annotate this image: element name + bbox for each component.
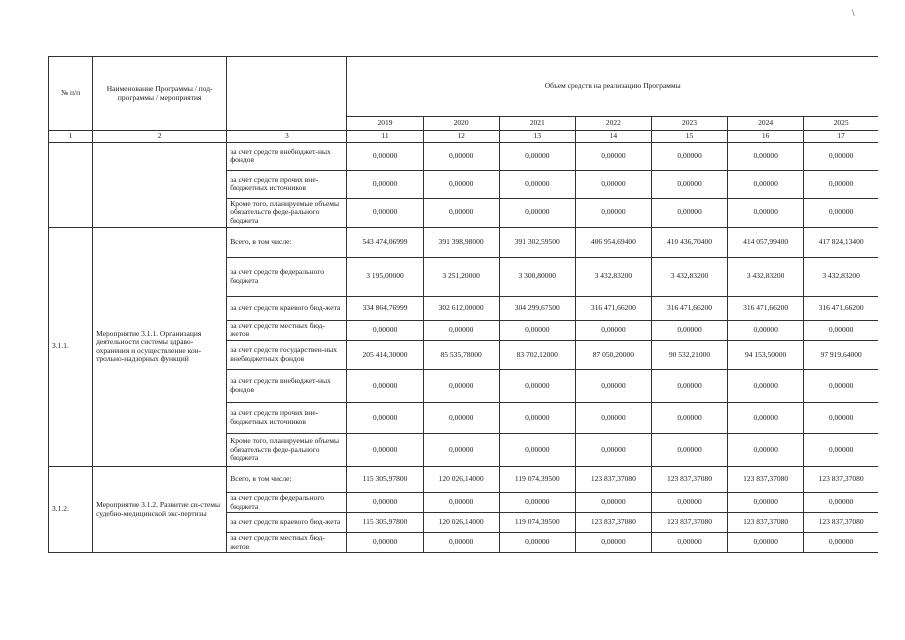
funding-value: 123 837,37080 <box>804 466 878 492</box>
funding-value: 0,00000 <box>804 402 878 433</box>
funding-value: 123 837,37080 <box>804 513 878 533</box>
funding-source: за счет средств местных бюд-жетов <box>227 320 347 340</box>
funding-value: 0,00000 <box>575 369 651 402</box>
funding-source: за счет средств внебюджет-ных фондов <box>227 369 347 402</box>
funding-value: 0,00000 <box>728 198 804 227</box>
funding-value: 0,00000 <box>575 402 651 433</box>
index-cell: 3 <box>227 131 347 143</box>
year-2020: 2020 <box>423 117 499 131</box>
funding-value: 0,00000 <box>728 433 804 466</box>
funding-value: 0,00000 <box>347 320 423 340</box>
funding-value: 123 837,37080 <box>728 513 804 533</box>
funding-value: 417 824,13400 <box>804 227 878 257</box>
funding-value: 0,00000 <box>651 533 727 553</box>
funding-source: Кроме того, планируемые объемы обязательств феде-рального бюджета <box>227 433 347 466</box>
funding-source: за счет средств местных бюд-жетов <box>227 533 347 553</box>
index-cell: 2 <box>93 131 227 143</box>
funding-value: 0,00000 <box>728 533 804 553</box>
funding-value: 0,00000 <box>347 198 423 227</box>
index-cell: 1 <box>49 131 93 143</box>
funding-value: 0,00000 <box>423 369 499 402</box>
funding-value: 304 299,67500 <box>499 296 575 320</box>
funding-value: 0,00000 <box>651 142 727 170</box>
funding-value: 0,00000 <box>651 170 727 198</box>
table-row <box>49 227 879 257</box>
header-num: № п/п <box>49 57 93 131</box>
funding-value: 316 471,66200 <box>804 296 878 320</box>
item-number: 3.1.1. <box>49 227 93 466</box>
year-2025: 2025 <box>804 117 878 131</box>
funding-value: 90 532,21000 <box>651 340 727 369</box>
funding-source: за счет средств краевого бюд-жета <box>227 296 347 320</box>
funding-value: 0,00000 <box>804 198 878 227</box>
item-name: Мероприятие 3.1.1. Организация деятельности системы здраво-охранения и осуществление кон-трольно-надзорных функций <box>93 227 227 466</box>
funding-value: 0,00000 <box>804 320 878 340</box>
funding-value: 0,00000 <box>651 433 727 466</box>
table-row <box>49 466 879 492</box>
funding-source: за счет средств внебюджет-ных фондов <box>227 142 347 170</box>
index-cell: 16 <box>728 131 804 143</box>
funding-value: 97 919,64000 <box>804 340 878 369</box>
index-cell: 15 <box>651 131 727 143</box>
item-number <box>49 142 93 227</box>
funding-source: Всего, в том числе: <box>227 227 347 257</box>
table-body <box>49 57 879 553</box>
funding-value: 0,00000 <box>728 402 804 433</box>
funding-source: Кроме того, планируемые объемы обязательств феде-рального бюджета <box>227 198 347 227</box>
funding-value: 0,00000 <box>651 402 727 433</box>
funding-value: 0,00000 <box>499 170 575 198</box>
funding-value: 0,00000 <box>423 142 499 170</box>
funding-value: 0,00000 <box>575 533 651 553</box>
funding-value: 0,00000 <box>499 533 575 553</box>
funding-value: 0,00000 <box>728 170 804 198</box>
funding-source: за счет средств прочих вне-бюджетных источников <box>227 402 347 433</box>
column-index-row <box>49 131 879 143</box>
index-cell: 11 <box>347 131 423 143</box>
funding-value: 391 398,98000 <box>423 227 499 257</box>
item-number: 3.1.2. <box>49 466 93 553</box>
funding-value: 205 414,30000 <box>347 340 423 369</box>
item-name: Мероприятие 3.1.2. Развитие си-стемы судебно-медицинской экс-пертизы <box>93 466 227 553</box>
funding-value: 0,00000 <box>804 369 878 402</box>
funding-value: 0,00000 <box>499 369 575 402</box>
funding-value: 316 471,66200 <box>728 296 804 320</box>
funding-value: 94 153,50000 <box>728 340 804 369</box>
funding-value: 0,00000 <box>575 142 651 170</box>
funding-value: 0,00000 <box>423 492 499 512</box>
index-cell: 17 <box>804 131 878 143</box>
funding-value: 406 954,69400 <box>575 227 651 257</box>
funding-value: 123 837,37080 <box>651 466 727 492</box>
funding-value: 0,00000 <box>575 492 651 512</box>
funding-value: 3 432,83200 <box>651 257 727 296</box>
funding-value: 123 837,37080 <box>575 466 651 492</box>
funding-value: 0,00000 <box>423 433 499 466</box>
funding-value: 410 436,70400 <box>651 227 727 257</box>
funding-value: 115 305,97800 <box>347 513 423 533</box>
funding-value: 0,00000 <box>804 170 878 198</box>
funding-value: 0,00000 <box>575 433 651 466</box>
funding-value: 3 432,83200 <box>575 257 651 296</box>
funding-value: 0,00000 <box>499 198 575 227</box>
funding-value: 0,00000 <box>651 320 727 340</box>
funding-source: за счет средств государствен-ных внебюджетных фондов <box>227 340 347 369</box>
funding-value: 0,00000 <box>347 142 423 170</box>
funding-value: 0,00000 <box>651 492 727 512</box>
header-source-blank <box>227 57 347 131</box>
year-2023: 2023 <box>651 117 727 131</box>
funding-value: 85 535,78000 <box>423 340 499 369</box>
funding-value: 0,00000 <box>347 402 423 433</box>
funding-value: 3 432,83200 <box>728 257 804 296</box>
funding-value: 3 300,80000 <box>499 257 575 296</box>
funding-value: 0,00000 <box>651 198 727 227</box>
funding-value: 0,00000 <box>804 142 878 170</box>
header-name: Наименование Программы / под-программы / мероприятия <box>93 57 227 131</box>
funding-value: 0,00000 <box>804 533 878 553</box>
funding-value: 0,00000 <box>423 320 499 340</box>
funding-value: 0,00000 <box>575 198 651 227</box>
funding-source: за счет средств прочих вне-бюджетных источников <box>227 170 347 198</box>
index-cell: 14 <box>575 131 651 143</box>
funding-value: 0,00000 <box>575 170 651 198</box>
funding-value: 0,00000 <box>499 433 575 466</box>
funding-value: 119 074,39500 <box>499 466 575 492</box>
funding-value: 3 195,00000 <box>347 257 423 296</box>
funding-value: 83 702,12000 <box>499 340 575 369</box>
funding-value: 119 074,39500 <box>499 513 575 533</box>
funding-value: 0,00000 <box>347 433 423 466</box>
funding-value: 3 432,83200 <box>804 257 878 296</box>
index-cell: 12 <box>423 131 499 143</box>
funding-value: 3 251,20000 <box>423 257 499 296</box>
program-funding-table <box>48 56 878 553</box>
header-volume: Объем средств на реализацию Программы <box>347 57 878 117</box>
year-2021: 2021 <box>499 117 575 131</box>
funding-value: 316 471,66200 <box>651 296 727 320</box>
funding-value: 543 474,06999 <box>347 227 423 257</box>
funding-value: 0,00000 <box>423 533 499 553</box>
item-name <box>93 142 227 227</box>
funding-source: за счет средств федерального бюджета <box>227 492 347 512</box>
funding-value: 0,00000 <box>423 170 499 198</box>
year-2019: 2019 <box>347 117 423 131</box>
funding-value: 0,00000 <box>804 433 878 466</box>
table-row <box>49 142 879 170</box>
funding-value: 414 057,99400 <box>728 227 804 257</box>
funding-value: 334 864,76999 <box>347 296 423 320</box>
funding-value: 0,00000 <box>347 369 423 402</box>
funding-value: 0,00000 <box>347 170 423 198</box>
funding-value: 120 026,14000 <box>423 466 499 492</box>
funding-value: 115 305,97800 <box>347 466 423 492</box>
funding-source: за счет средств краевого бюд-жета <box>227 513 347 533</box>
funding-value: 123 837,37080 <box>651 513 727 533</box>
funding-value: 391 302,59500 <box>499 227 575 257</box>
funding-value: 0,00000 <box>499 402 575 433</box>
funding-value: 0,00000 <box>499 492 575 512</box>
funding-value: 0,00000 <box>728 142 804 170</box>
year-2024: 2024 <box>728 117 804 131</box>
corner-mark: \ <box>852 8 855 18</box>
funding-value: 123 837,37080 <box>575 513 651 533</box>
funding-value: 0,00000 <box>804 492 878 512</box>
funding-value: 0,00000 <box>651 369 727 402</box>
header-row <box>49 57 879 117</box>
funding-value: 302 612,00000 <box>423 296 499 320</box>
funding-value: 123 837,37080 <box>728 466 804 492</box>
year-2022: 2022 <box>575 117 651 131</box>
funding-value: 0,00000 <box>575 320 651 340</box>
funding-source: Всего, в том числе: <box>227 466 347 492</box>
index-cell: 13 <box>499 131 575 143</box>
funding-value: 0,00000 <box>347 492 423 512</box>
funding-value: 0,00000 <box>728 492 804 512</box>
funding-value: 0,00000 <box>423 402 499 433</box>
funding-value: 0,00000 <box>347 533 423 553</box>
funding-value: 0,00000 <box>728 369 804 402</box>
funding-value: 0,00000 <box>499 320 575 340</box>
funding-value: 0,00000 <box>423 198 499 227</box>
funding-value: 87 050,20000 <box>575 340 651 369</box>
funding-value: 316 471,66200 <box>575 296 651 320</box>
funding-value: 0,00000 <box>499 142 575 170</box>
funding-value: 120 026,14000 <box>423 513 499 533</box>
funding-value: 0,00000 <box>728 320 804 340</box>
funding-source: за счет средств федерального бюджета <box>227 257 347 296</box>
